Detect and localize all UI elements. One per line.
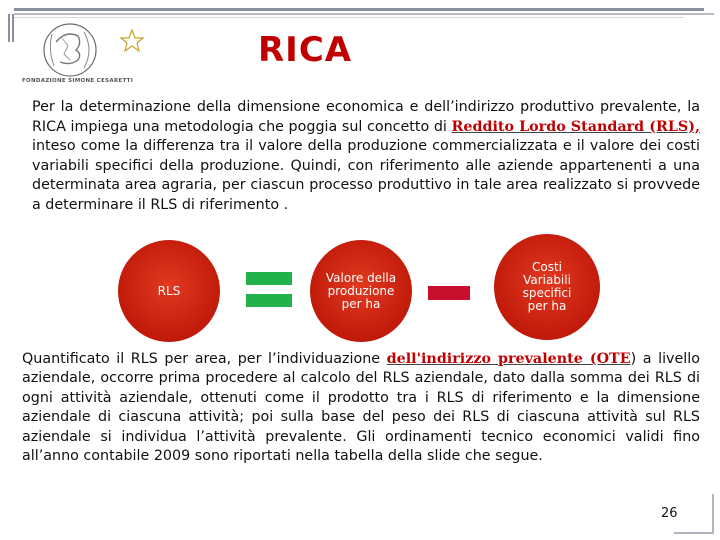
equals-sign-top-bar: [246, 272, 292, 285]
foundation-logo: [22, 20, 162, 96]
minus-sign: [428, 286, 470, 300]
top-frame-decoration: [14, 8, 714, 18]
rls-circle: [118, 240, 220, 342]
intro-paragraph: [32, 98, 700, 215]
left-frame-decoration: [8, 14, 14, 42]
rls-term-highlight: Reddito Lordo Standard (RLS),: [451, 118, 700, 135]
costi-circle: [494, 234, 600, 340]
paragraph-text: ) a livello aziendale, occorre prima procedere al calcolo del RLS aziendale, dato dalla somma dei RLS di ogni attività aziendale, ottenuti come il prodotto tra i RLS di riferimento e la dimensione aziendale di ciascuna attività; poi sulla base del peso dei RLS di ciascuna attività sul RLS aziendale si individua l’attività prevalente. Gli ordinamenti tecnico economici validi fino all’anno contabile 2009 sono riportati nella tabella della slide che segue.: [22, 351, 700, 465]
corner-frame-decoration: [674, 494, 714, 534]
costi-circle-label: Costi Variabili specifici per ha: [522, 260, 572, 313]
page-title: RICA: [258, 30, 353, 70]
valore-circle: [310, 240, 412, 342]
logo-text: FONDAZIONE SIMONE CESARETTI: [22, 78, 134, 84]
valore-circle-label: Valore della produzione per ha: [325, 270, 397, 311]
paragraph-text: inteso come la differenza tra il valore della produzione commercializzata e il valore dei costi variabili specifici della produzione. Quindi, con riferimento alle aziende appartenenti a una determinata area agraria, per ciascun processo produttivo in tale area realizzato si provvede a determinare il RLS di riferimento .: [32, 138, 700, 213]
ote-paragraph: [22, 350, 700, 466]
logo-emblem-icon: [22, 20, 162, 80]
rls-circle-label: RLS: [157, 283, 181, 298]
ote-term-highlight: dell'indirizzo prevalente (OTE: [386, 351, 631, 367]
paragraph-text: Quantificato il RLS per area, per l’individuazione: [22, 351, 387, 367]
equals-sign-bottom-bar: [246, 294, 292, 307]
paragraph-text: Per la determinazione della dimensione economica e dell’indirizzo produttivo prevalente, la RICA impiega una metodologia che poggia sul concetto di: [32, 99, 700, 135]
page-number: 26: [661, 506, 678, 521]
